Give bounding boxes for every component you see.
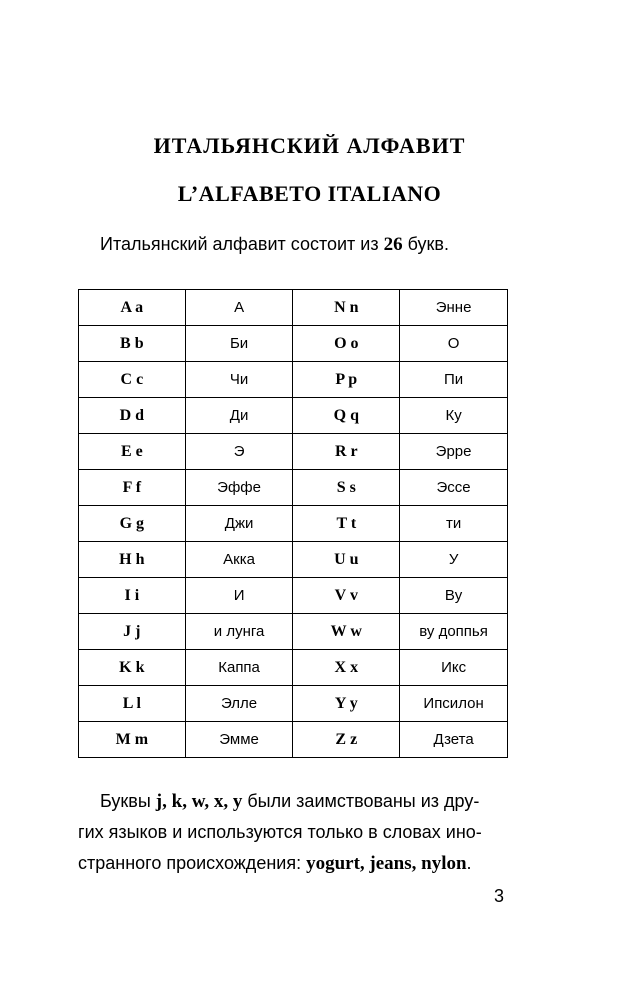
table-row <box>79 398 508 434</box>
letter-name-cell: Пи <box>400 362 508 398</box>
letter-cell: J j <box>79 614 186 650</box>
letter-name-cell: Ди <box>185 398 293 434</box>
letter-cell: S s <box>293 470 400 506</box>
letter-name-cell: Ипсилон <box>400 686 508 722</box>
letter-name-cell: О <box>400 326 508 362</box>
outro-line-1-start: Буквы <box>100 791 156 811</box>
alphabet-table <box>78 289 508 758</box>
letter-cell: Z z <box>293 722 400 758</box>
letter-cell: E e <box>79 434 186 470</box>
letter-cell: X x <box>293 650 400 686</box>
letter-name-cell: Эффе <box>185 470 293 506</box>
table-row <box>79 326 508 362</box>
intro-text-start: Итальянский алфавит состоит из <box>100 234 384 254</box>
outro-line-2: гих языков и используются только в словах ино- <box>78 822 482 842</box>
letter-name-cell: Би <box>185 326 293 362</box>
letter-cell: Y y <box>293 686 400 722</box>
intro-paragraph <box>100 234 540 256</box>
letter-name-cell: Каппа <box>185 650 293 686</box>
letter-cell: O o <box>293 326 400 362</box>
letter-cell: C c <box>79 362 186 398</box>
letter-cell: G g <box>79 506 186 542</box>
outro-line-3-start: странного происхождения: <box>78 853 307 873</box>
letter-name-cell: Эссе <box>400 470 508 506</box>
letter-cell: P p <box>293 362 400 398</box>
letter-name-cell: ву доппья <box>400 614 508 650</box>
letter-name-cell: Икс <box>400 650 508 686</box>
outro-line-3 <box>78 848 510 879</box>
letter-name-cell: и лунга <box>185 614 293 650</box>
outro-line-3-end: . <box>466 853 472 873</box>
letter-cell: R r <box>293 434 400 470</box>
letter-name-cell: Эрре <box>400 434 508 470</box>
letter-name-cell: Ку <box>400 398 508 434</box>
table-row <box>79 434 508 470</box>
letter-cell: T t <box>293 506 400 542</box>
letter-cell: V v <box>293 578 400 614</box>
page-number: 3 <box>494 886 505 906</box>
outro-line-1-end: были заимствованы из дру- <box>242 791 480 811</box>
letter-name-cell: Элле <box>185 686 293 722</box>
letter-cell: Q q <box>293 398 400 434</box>
letter-name-cell: Джи <box>185 506 293 542</box>
table-row <box>79 542 508 578</box>
table-row <box>79 506 508 542</box>
letter-cell: H h <box>79 542 186 578</box>
table-row <box>79 722 508 758</box>
table-row <box>79 686 508 722</box>
table-row <box>79 614 508 650</box>
table-row <box>79 290 508 326</box>
intro-letter-count: 26 <box>383 234 403 255</box>
letter-name-cell: У <box>400 542 508 578</box>
letter-name-cell: Ву <box>400 578 508 614</box>
letter-name-cell: Э <box>185 434 293 470</box>
table-row <box>79 470 508 506</box>
letter-name-cell: Акка <box>185 542 293 578</box>
letter-name-cell: А <box>185 290 293 326</box>
letter-cell: D d <box>79 398 186 434</box>
letter-name-cell: Чи <box>185 362 293 398</box>
outro-line-1 <box>78 786 510 817</box>
example-words: yogurt, jeans, nylon <box>306 853 467 874</box>
alphabet-table-body <box>79 290 508 758</box>
letter-cell: L l <box>79 686 186 722</box>
letter-cell: I i <box>79 578 186 614</box>
letter-name-cell: Дзета <box>400 722 508 758</box>
page-title-russian: ИТАЛЬЯНСКИЙ АЛФАВИТ <box>153 133 466 158</box>
letter-name-cell: И <box>185 578 293 614</box>
letter-cell: F f <box>79 470 186 506</box>
letter-name-cell: Энне <box>400 290 508 326</box>
letter-cell: A a <box>79 290 186 326</box>
letter-cell: N n <box>293 290 400 326</box>
table-row <box>79 578 508 614</box>
letter-name-cell: ти <box>400 506 508 542</box>
letter-cell: B b <box>79 326 186 362</box>
letter-cell: K k <box>79 650 186 686</box>
letter-cell: U u <box>293 542 400 578</box>
table-row <box>79 362 508 398</box>
letter-cell: M m <box>79 722 186 758</box>
borrowed-letters: j, k, w, x, y <box>155 791 243 812</box>
letter-name-cell: Эмме <box>185 722 293 758</box>
page-title-italian: L’ALFABETO ITALIANO <box>177 181 442 206</box>
intro-text-end: букв. <box>402 234 449 254</box>
letter-cell: W w <box>293 614 400 650</box>
outro-paragraph <box>78 786 510 879</box>
table-row <box>79 650 508 686</box>
